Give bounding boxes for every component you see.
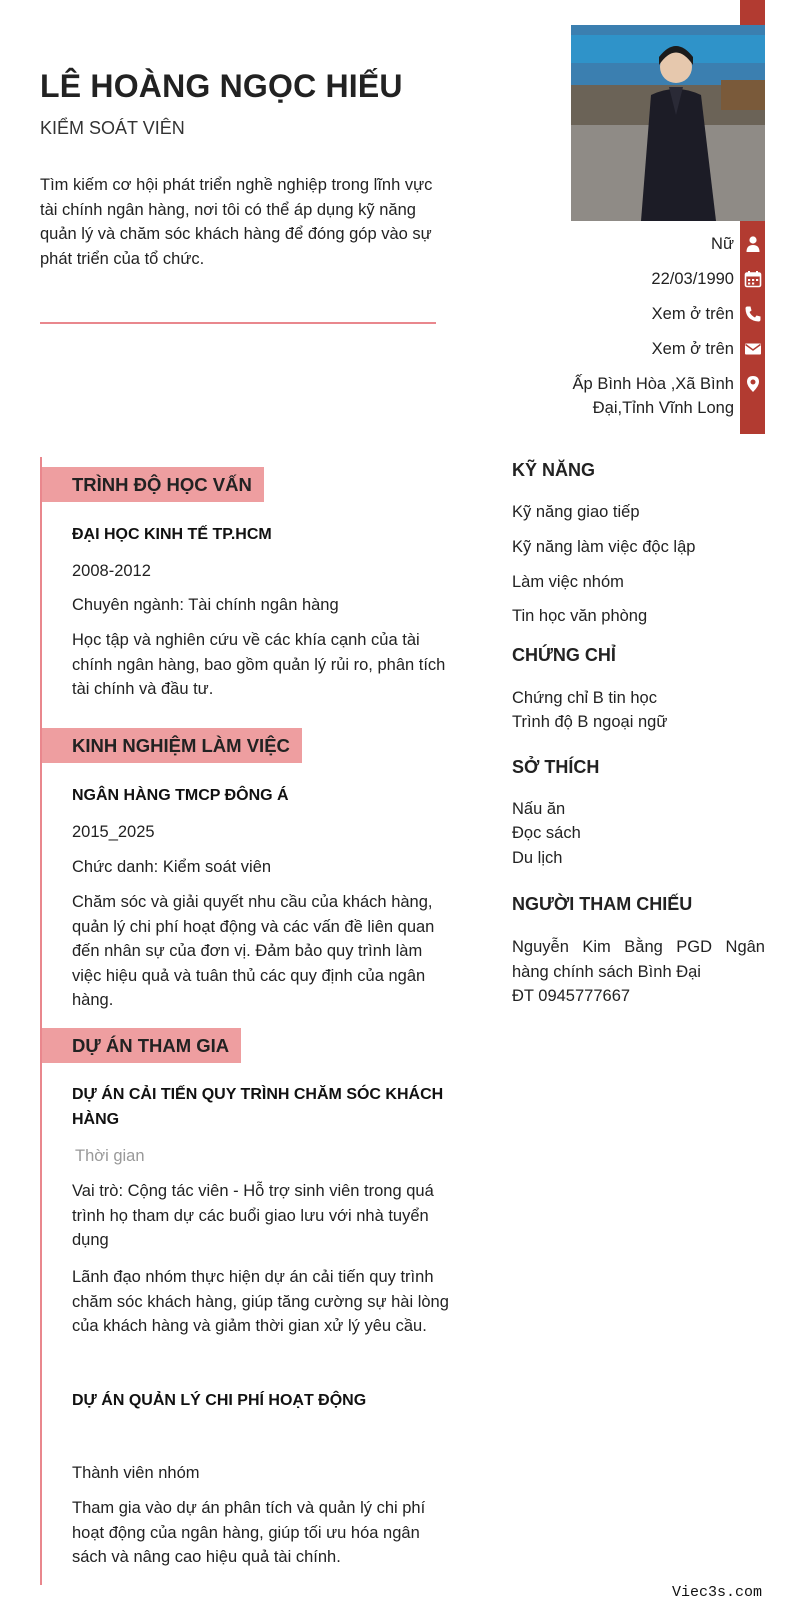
profile-photo bbox=[571, 25, 765, 221]
project-description: Lãnh đạo nhóm thực hiện dự án cải tiến quy trình chăm sóc khách hàng, giúp tăng cường sự hài lòng của khách hàng và giảm thời gian xử lý yêu cầu. bbox=[72, 1268, 449, 1336]
certificates-heading: CHỨNG CHỈ bbox=[512, 645, 616, 665]
reference-person: Nguyễn Kim Bằng PGD Ngân hàng chính sách Bình Đại bbox=[512, 938, 765, 981]
accent-bar-top bbox=[740, 0, 765, 25]
certificate-item: Trình độ B ngoại ngữ bbox=[512, 713, 668, 731]
education-years: 2008-2012 bbox=[72, 562, 151, 580]
education-description: Học tập và nghiên cứu về các khía cạnh của tài chính ngân hàng, bao gồm quản lý rủi ro, phân tích tài chính và đầu tư. bbox=[72, 631, 446, 699]
footer-brand: Viec3s.com bbox=[672, 1584, 763, 1601]
project-description: Tham gia vào dự án phân tích và quản lý chi phí hoạt động của ngân hàng, giúp tối ưu hóa ngân sách và nâng cao hiệu quả tài chính. bbox=[72, 1499, 426, 1567]
references-heading: NGƯỜI THAM CHIẾU bbox=[512, 894, 693, 914]
hobby-item: Nấu ăn bbox=[512, 800, 566, 818]
education-major: Chuyên ngành: Tài chính ngân hàng bbox=[72, 596, 339, 614]
reference-phone: ĐT 0945777667 bbox=[512, 987, 631, 1005]
skills-heading: KỸ NĂNG bbox=[512, 460, 596, 480]
contact-phone: Xem ở trên bbox=[651, 305, 734, 323]
hobby-item: Du lịch bbox=[512, 849, 563, 867]
phone-icon bbox=[740, 302, 765, 326]
calendar-icon bbox=[740, 267, 765, 291]
project-role: Thành viên nhóm bbox=[72, 1464, 200, 1482]
skill-item: Kỹ năng làm việc độc lập bbox=[512, 538, 696, 556]
certificate-item: Chứng chỉ B tin học bbox=[512, 689, 657, 707]
education-school: ĐẠI HỌC KINH TẾ TP.HCM bbox=[72, 526, 272, 543]
experience-position: Chức danh: Kiểm soát viên bbox=[72, 858, 272, 876]
contact-email: Xem ở trên bbox=[651, 340, 734, 358]
experience-description: Chăm sóc và giải quyết nhu cầu của khách hàng, quản lý chi phí hoạt động và các vấn đề liên quan đến nhân sự của đơn vị. Đảm bảo quy trình làm việc hiệu quả và tuân thủ các quy định của ngân hàng. bbox=[72, 893, 435, 1010]
project-role: Vai trò: Cộng tác viên - Hỗ trợ sinh viên trong quá trình họ tham dự các buổi giao lưu với nhà tuyển dụng bbox=[72, 1182, 434, 1250]
contact-address-line2: Đại,Tỉnh Vĩnh Long bbox=[592, 399, 734, 417]
location-pin-icon bbox=[740, 372, 765, 396]
skill-item: Làm việc nhóm bbox=[512, 573, 624, 591]
contact-birthday: 22/03/1990 bbox=[651, 270, 734, 288]
projects-heading: DỰ ÁN THAM GIA bbox=[42, 1028, 241, 1063]
timeline-line bbox=[40, 457, 42, 1585]
candidate-name: LÊ HOÀNG NGỌC HIẾU bbox=[40, 68, 403, 104]
mail-icon bbox=[740, 337, 765, 361]
header-divider bbox=[40, 322, 436, 324]
person-icon bbox=[740, 232, 765, 256]
skill-item: Kỹ năng giao tiếp bbox=[512, 503, 640, 521]
hobby-item: Đọc sách bbox=[512, 824, 581, 842]
hobbies-heading: SỞ THÍCH bbox=[512, 757, 600, 777]
contact-gender: Nữ bbox=[711, 235, 734, 253]
project-title: DỰ ÁN CẢI TIẾN QUY TRÌNH CHĂM SÓC KHÁCH HÀNG bbox=[72, 1086, 444, 1128]
education-heading: TRÌNH ĐỘ HỌC VẤN bbox=[42, 467, 264, 502]
experience-company: NGÂN HÀNG TMCP ĐÔNG Á bbox=[72, 787, 289, 804]
skill-item: Tin học văn phòng bbox=[512, 607, 648, 625]
project-time-label: Thời gian bbox=[75, 1147, 145, 1165]
experience-heading: KINH NGHIỆM LÀM VIỆC bbox=[42, 728, 302, 763]
career-objective: Tìm kiếm cơ hội phát triển nghề nghiệp trong lĩnh vực tài chính ngân hàng, nơi tôi có thể áp dụng kỹ năng quản lý và chăm sóc khách hàng để đóng góp vào sự phát triển của tổ chức. bbox=[40, 176, 433, 268]
experience-years: 2015_2025 bbox=[72, 823, 155, 841]
contact-address-line1: Ấp Bình Hòa ,Xã Bình bbox=[572, 375, 734, 393]
job-title: KIỂM SOÁT VIÊN bbox=[40, 118, 185, 138]
project-title: DỰ ÁN QUẢN LÝ CHI PHÍ HOẠT ĐỘNG bbox=[72, 1392, 367, 1409]
